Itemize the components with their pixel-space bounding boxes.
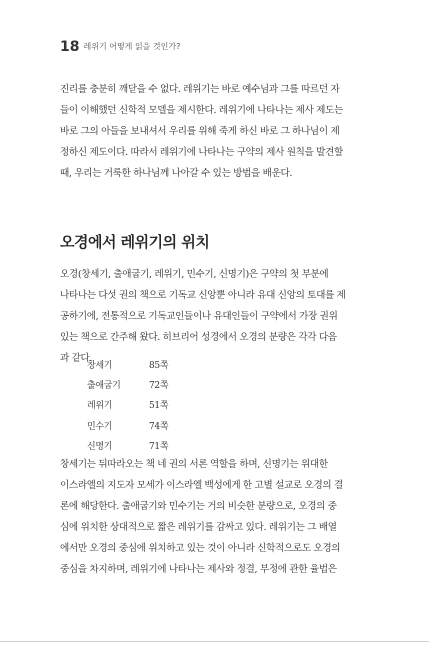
book-name: 창세기 (87, 360, 113, 371)
book-name: 레위기 (87, 401, 113, 412)
section-heading: 오경에서 레위기의 위치 (60, 233, 210, 251)
page-bottom-divider (0, 641, 429, 642)
list-item (87, 354, 227, 374)
running-title: 레위기 어떻게 읽을 것인가? (83, 42, 181, 51)
text-line: 진리를 충분히 깨닫을 수 없다. 레위기는 바로 예수님과 그를 따르던 자 (60, 84, 340, 95)
book-name: 민수기 (87, 421, 113, 432)
page-number: 18 (60, 39, 80, 55)
text-line: 심에 위치한 상대적으로 짧은 레위기를 감싸고 있다. 레위기는 그 배열 (60, 522, 337, 533)
book-pages: 51쪽 (149, 401, 169, 412)
text-line: 들이 이해했던 신학적 모델을 제시한다. 레위기에 나타나는 제사 제도는 (60, 105, 343, 116)
text-line: 정하신 제도이다. 따라서 레위기에 나타나는 구약의 제사 원칙을 발견할 (60, 147, 343, 158)
paragraph-intro (60, 79, 372, 184)
book-name: 출애굽기 (87, 380, 121, 391)
list-item (87, 374, 227, 394)
book-pages: 72쪽 (149, 380, 169, 391)
paragraph-structure (60, 454, 372, 580)
text-line: 론에 해당한다. 출애굽기와 민수기는 거의 비슷한 분량으로, 오경의 중 (60, 501, 337, 512)
text-line: 오경(창세기, 출애굽기, 레위기, 민수기, 신명기)은 구약의 첫 부분에 (60, 269, 329, 280)
text-line: 있는 책으로 간주해 왔다. 히브리어 성경에서 오경의 분량은 각각 다음 (60, 332, 337, 343)
list-item (87, 395, 227, 415)
book-pages: 71쪽 (149, 441, 169, 452)
text-line: 에서만 오경의 중심에 위치하고 있는 것이 아니라 신학적으로도 오경의 (60, 543, 341, 554)
text-line: 중심을 차지하며, 레위기에 나타나는 제사와 정결, 부정에 관한 율법은 (60, 564, 337, 575)
text-line: 때, 우리는 거룩한 하나님께 나아갈 수 있는 방법을 배운다. (60, 168, 293, 179)
book-name: 신명기 (87, 441, 113, 452)
book-pages: 85쪽 (149, 360, 169, 371)
text-line: 나타나는 다섯 권의 책으로 기독교 신앙뿐 아니라 유대 신앙의 토대를 제 (60, 290, 346, 301)
list-item (87, 415, 227, 435)
text-line: 창세기는 뒤따라오는 책 네 권의 서론 역할을 하며, 신명기는 위대한 (60, 459, 328, 470)
page-header (60, 36, 180, 56)
text-line: 공하기에, 전통적으로 기독교인들이나 유대인들이 구약에서 가장 권위 (60, 311, 338, 322)
text-line: 과 같다. (60, 353, 93, 364)
list-item (87, 435, 227, 455)
book-pages: 74쪽 (149, 421, 169, 432)
text-line: 이스라엘의 지도자 모세가 이스라엘 백성에게 한 고별 설교로 오경의 결 (60, 480, 343, 491)
text-line: 바로 그의 아들을 보내셔서 우리를 위해 죽게 하신 바로 그 하나님이 제 (60, 126, 340, 137)
book-page-count-list (87, 354, 227, 455)
